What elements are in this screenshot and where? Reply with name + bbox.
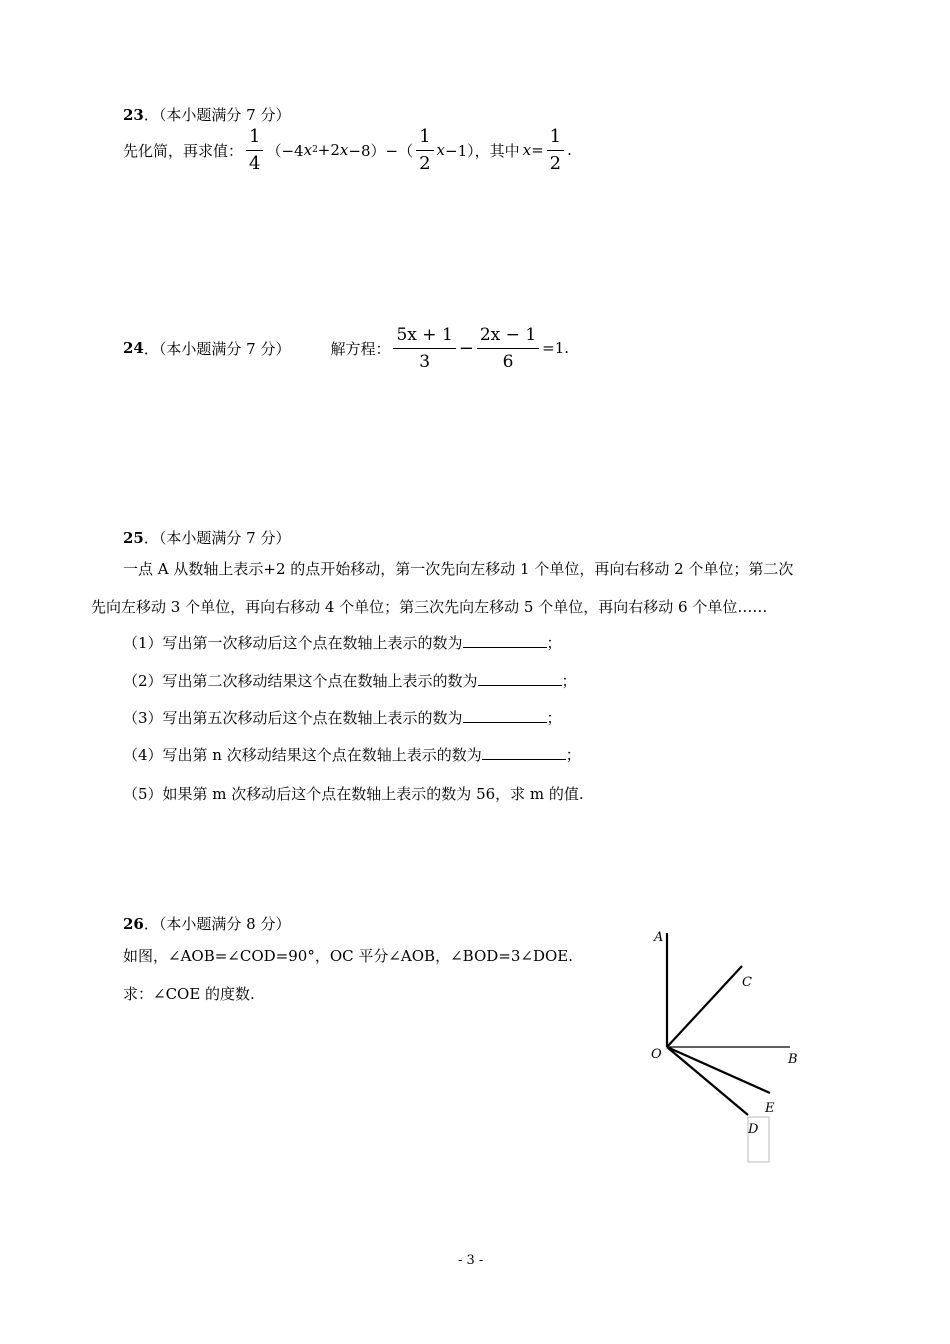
label-C: C	[742, 975, 752, 990]
q23-prefix: 先化简，再求值：	[123, 141, 244, 160]
q23-expr1c: −8）−（	[348, 141, 414, 160]
q25-header-text: ．（本小题满分 7 分）	[143, 529, 291, 547]
page-number: - 3 -	[458, 1253, 484, 1268]
q24-minus: −	[458, 337, 474, 359]
q23-var-x2: x	[339, 141, 349, 159]
q25-item2-text: （2）写出第二次移动结果这个点在数轴上表示的数为	[123, 672, 478, 690]
q25-item-3	[123, 707, 562, 728]
q23-expr1b: +2	[317, 141, 340, 159]
q25-intro-line2: 先向左移动 3 个单位，再向右移动 4 个单位；第三次先向左移动 5 个单位，再向右移动 6 个单位……	[91, 598, 768, 616]
q24-prefix: 解方程：	[330, 339, 391, 358]
q24-fraction-left	[393, 324, 455, 373]
ray-OE	[667, 1047, 770, 1093]
label-B: B	[788, 1052, 798, 1067]
q25-item-2	[123, 670, 577, 691]
q23-frac1-numerator: 1	[246, 126, 263, 151]
label-D: D	[748, 1122, 759, 1137]
q23-header-text: ．（本小题满分 7 分）	[143, 106, 291, 124]
q23-var-x3: x	[436, 141, 445, 159]
q25-header	[123, 527, 290, 548]
q25-item3-semicolon: ；	[546, 709, 562, 727]
q25-item3-text: （3）写出第五次移动后这个点在数轴上表示的数为	[123, 709, 463, 727]
q25-item1-text: （1）写出第一次移动后这个点在数轴上表示的数为	[123, 634, 463, 652]
q25-answer-blank-1[interactable]	[463, 633, 547, 648]
q23-fraction-half-2	[547, 126, 564, 175]
q24-frac2-numerator: 2x − 1	[477, 324, 539, 349]
ray-OC	[667, 966, 742, 1047]
q23-header	[123, 104, 290, 125]
q26-line1: 如图，∠AOB=∠COD=90°，OC 平分∠AOB，∠BOD=3∠DOE.	[123, 947, 573, 965]
q24-frac1-numerator: 5x + 1	[393, 324, 455, 349]
q24-problem	[123, 322, 569, 374]
q24-header-text: ．（本小题满分 7 分）	[143, 339, 291, 358]
ray-OD	[667, 1047, 748, 1115]
q23-frac2-numerator: 1	[416, 126, 433, 151]
q23-frac3-denominator: 2	[549, 152, 562, 174]
q26-number: 26	[123, 915, 144, 933]
q23-fraction-quarter	[246, 126, 263, 175]
q25-number: 25	[123, 529, 144, 547]
q25-item-4	[123, 744, 581, 765]
q24-frac2-denominator: 6	[502, 351, 514, 372]
label-E: E	[765, 1101, 775, 1116]
q23-frac1-denominator: 4	[249, 152, 261, 174]
q23-period: .	[567, 141, 572, 159]
q24-frac1-denominator: 3	[419, 351, 431, 372]
q26-header	[123, 913, 290, 934]
label-A: A	[654, 930, 664, 945]
q23-frac3-numerator: 1	[547, 126, 564, 151]
q26-header-text: ．（本小题满分 8 分）	[143, 915, 291, 933]
q25-item2-semicolon: ；	[561, 672, 577, 690]
q25-item4-semicolon: ；	[565, 746, 581, 764]
q23-frac2-denominator: 2	[419, 152, 431, 174]
q25-answer-blank-2[interactable]	[478, 671, 562, 686]
q23-number: 23	[123, 106, 144, 124]
q23-problem	[123, 124, 572, 176]
q24-rhs: =1.	[542, 339, 570, 357]
q24-number: 24	[123, 339, 144, 357]
q23-var-x1: x	[303, 141, 313, 159]
q25-item-1	[123, 632, 562, 653]
q25-answer-blank-3[interactable]	[463, 708, 547, 723]
q23-fraction-half-1	[416, 126, 433, 175]
q25-item4-text: （4）写出第 n 次移动结果这个点在数轴上表示的数为	[123, 746, 482, 764]
q26-line2: 求：∠COE 的度数.	[123, 985, 255, 1003]
q25-intro-line1: 一点 A 从数轴上表示+2 的点开始移动，第一次先向左移动 1 个单位，再向右移动 2 个单位；第二次	[123, 560, 794, 578]
q23-x-equals: x=	[522, 141, 544, 159]
label-O: O	[651, 1047, 662, 1062]
q25-item1-semicolon: ；	[546, 634, 562, 652]
q26-angle-figure	[640, 922, 820, 1172]
q23-exponent: 2	[312, 145, 318, 155]
q25-item-5: （5）如果第 m 次移动后这个点在数轴上表示的数为 56，求 m 的值.	[123, 785, 584, 803]
q24-fraction-right	[477, 324, 539, 373]
q23-expr2: −1），其中	[445, 141, 520, 160]
q23-expr1: （−4	[266, 141, 304, 160]
q25-answer-blank-4[interactable]	[482, 745, 566, 760]
